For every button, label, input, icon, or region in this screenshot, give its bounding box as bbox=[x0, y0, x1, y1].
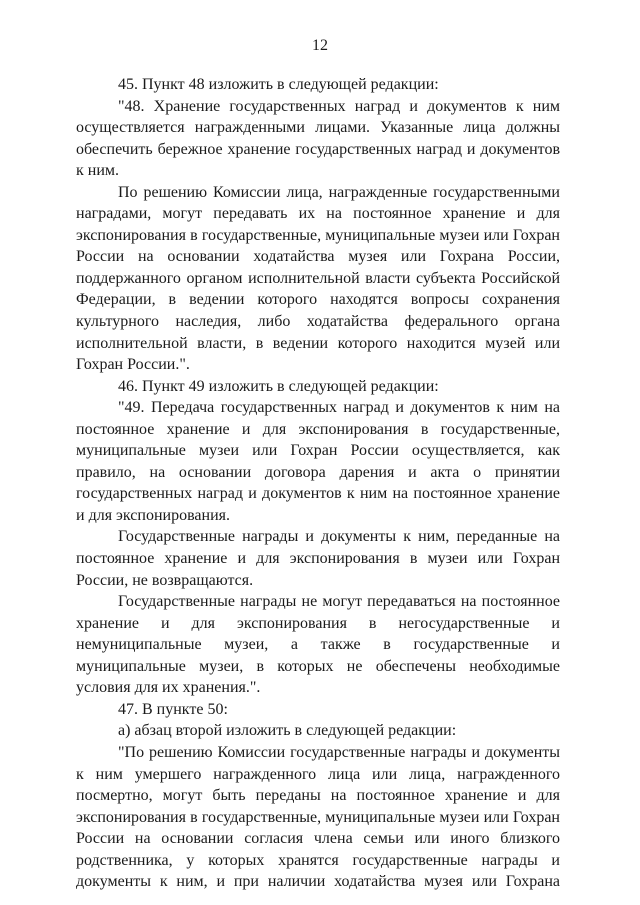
paragraph-item-45: 45. Пункт 48 изложить в следующей редакции: bbox=[118, 76, 439, 93]
document-body bbox=[76, 74, 560, 893]
paragraph-not-returned: Государственные награды и документы к ним, переданные на постоянное хранение и для экспонирования в музеи или Гохран России, не возвращаются. bbox=[76, 528, 560, 589]
paragraph-quote-commission: "По решению Комиссии государственные награды и документы к ним умершего награжденного лица или лица, награжденного посмертно, могут быть переданы на постоянное хранение и для экспонирования в государственные, муниципальные музеи или Гохран России на основании согласия члена семьи или иного близкого родственника, у которых хранятся государственные награды и документы к ним, и при наличии ходатайства музея или Гохрана bbox=[76, 743, 560, 891]
paragraph-item-47: 47. В пункте 50: bbox=[118, 700, 228, 718]
paragraph-quote-48: "48. Хранение государственных наград и документов к ним осуществляется награжденными лицами. Указанные лица должны обеспечить бережное хранение государственных наград и документов к ним. bbox=[76, 97, 560, 180]
page-number: 12 bbox=[312, 37, 328, 54]
paragraph-quote-49: "49. Передача государственных наград и документов к ним на постоянное хранение и для экспонирования в государственные, муниципальные музеи или Гохран России осуществляется, как правило, на основании договора дарения и акта о принятии государственных наград и документов к ним на постоянное хранение и для экспонирования. bbox=[76, 399, 560, 524]
paragraph-restrictions: Государственные награды не могут передаваться на постоянное хранение и для экспонирования в негосударственные и немуниципальные музеи, а также в государственные и муниципальные музеи, в которых не обеспечены необходимые условия для их хранения.". bbox=[76, 593, 560, 697]
paragraph-subitem-a: а) абзац второй изложить в следующей редакции: bbox=[118, 722, 457, 740]
paragraph-commission-decision: По решению Комиссии лица, награжденные государственными наградами, могут передавать их на постоянное хранение и для экспонирования в государственные, муниципальные музеи или Гохран России на основании ходатайства музея или Гохрана России, поддержанного органом исполнительной власти субъекта Российской Федерации, в ведении которого находятся вопросы сохранения культурного наследия, либо ходатайства федерального органа исполнительной власти, в ведении которого находится музей или Гохран России.". bbox=[76, 183, 560, 374]
paragraph-item-46: 46. Пункт 49 изложить в следующей редакции: bbox=[118, 377, 439, 395]
